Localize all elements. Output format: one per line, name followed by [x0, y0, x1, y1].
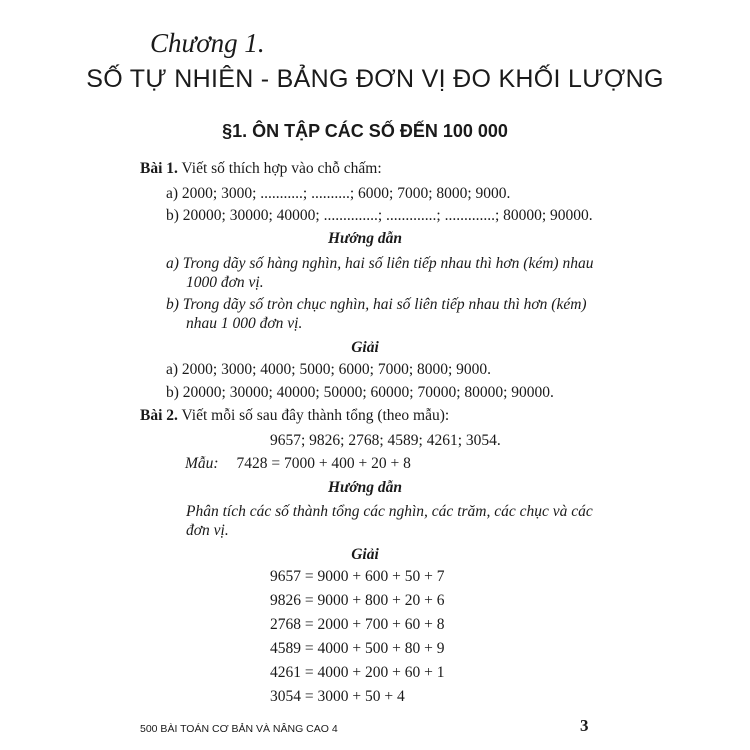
exercise-1-prompt: Viết số thích hợp vào chỗ chấm: — [181, 160, 382, 177]
exercise-1-solution-a: a) 2000; 3000; 4000; 5000; 6000; 7000; 8000; 9000. — [166, 361, 492, 378]
chapter-label: Chương 1. — [150, 28, 265, 58]
exercise-1-guide-heading: Hướng dẫn — [327, 230, 403, 247]
exercise-1-solution-heading: Giải — [351, 339, 379, 356]
exercise-2-prompt: Viết mỗi số sau đây thành tổng (theo mẫu): — [181, 407, 450, 424]
exercise-2-example — [185, 455, 411, 473]
exercise-1-guide-b-line2: nhau 1 000 đơn vị. — [186, 315, 303, 332]
exercise-2-guide-line2: đơn vị. — [186, 522, 229, 539]
solution-equation: 2768 = 2000 + 700 + 60 + 8 — [270, 616, 445, 633]
solution-equation: 4261 = 4000 + 200 + 60 + 1 — [270, 664, 445, 681]
solution-equation: 9826 = 9000 + 800 + 20 + 6 — [270, 592, 445, 609]
solution-equation: 4589 = 4000 + 500 + 80 + 9 — [270, 640, 445, 657]
exercise-2-numbers: 9657; 9826; 2768; 4589; 4261; 3054. — [270, 432, 501, 449]
exercise-1-part-a: a) 2000; 3000; ...........; ..........; 6000; 7000; 8000; 9000. — [166, 185, 511, 202]
chapter-title: SỐ TỰ NHIÊN - BẢNG ĐƠN VỊ ĐO KHỐI LƯỢNG — [86, 65, 664, 93]
page-number: 3 — [580, 716, 589, 735]
exercise-2-solution-heading: Giải — [351, 546, 379, 563]
exercise-2-label: Bài 2. — [140, 407, 178, 424]
exercise-1-solution-b: b) 20000; 30000; 40000; 50000; 60000; 70000; 80000; 90000. — [166, 384, 554, 401]
exercise-1-part-b: b) 20000; 30000; 40000; ..............; .............; .............; 80000; 90000. — [166, 207, 593, 224]
exercise-1-label: Bài 1. — [140, 160, 178, 177]
example-label: Mẫu: — [185, 455, 219, 472]
exercise-1-guide-a-line2: 1000 đơn vị. — [186, 274, 264, 291]
footer-book-title: 500 BÀI TOÁN CƠ BẢN VÀ NÂNG CAO 4 — [140, 723, 338, 735]
solution-equation: 9657 = 9000 + 600 + 50 + 7 — [270, 568, 445, 585]
exercise-1-guide-b-line1: b) Trong dãy số tròn chục nghìn, hai số liên tiếp nhau thì hơn (kém) — [166, 296, 587, 313]
example-equation: 7428 = 7000 + 400 + 20 + 8 — [236, 455, 411, 472]
exercise-2-guide-line1: Phân tích các số thành tổng các nghìn, các trăm, các chục và các — [186, 503, 593, 520]
exercise-2-guide-heading: Hướng dẫn — [327, 479, 403, 496]
exercise-1-guide-a-line1: a) Trong dãy số hàng nghìn, hai số liên tiếp nhau thì hơn (kém) nhau — [166, 255, 594, 272]
exercise-2-heading — [140, 407, 449, 425]
section-title: §1. ÔN TẬP CÁC SỐ ĐẾN 100 000 — [222, 121, 508, 141]
exercise-1-heading — [140, 160, 382, 178]
solution-equation: 3054 = 3000 + 50 + 4 — [270, 688, 405, 705]
